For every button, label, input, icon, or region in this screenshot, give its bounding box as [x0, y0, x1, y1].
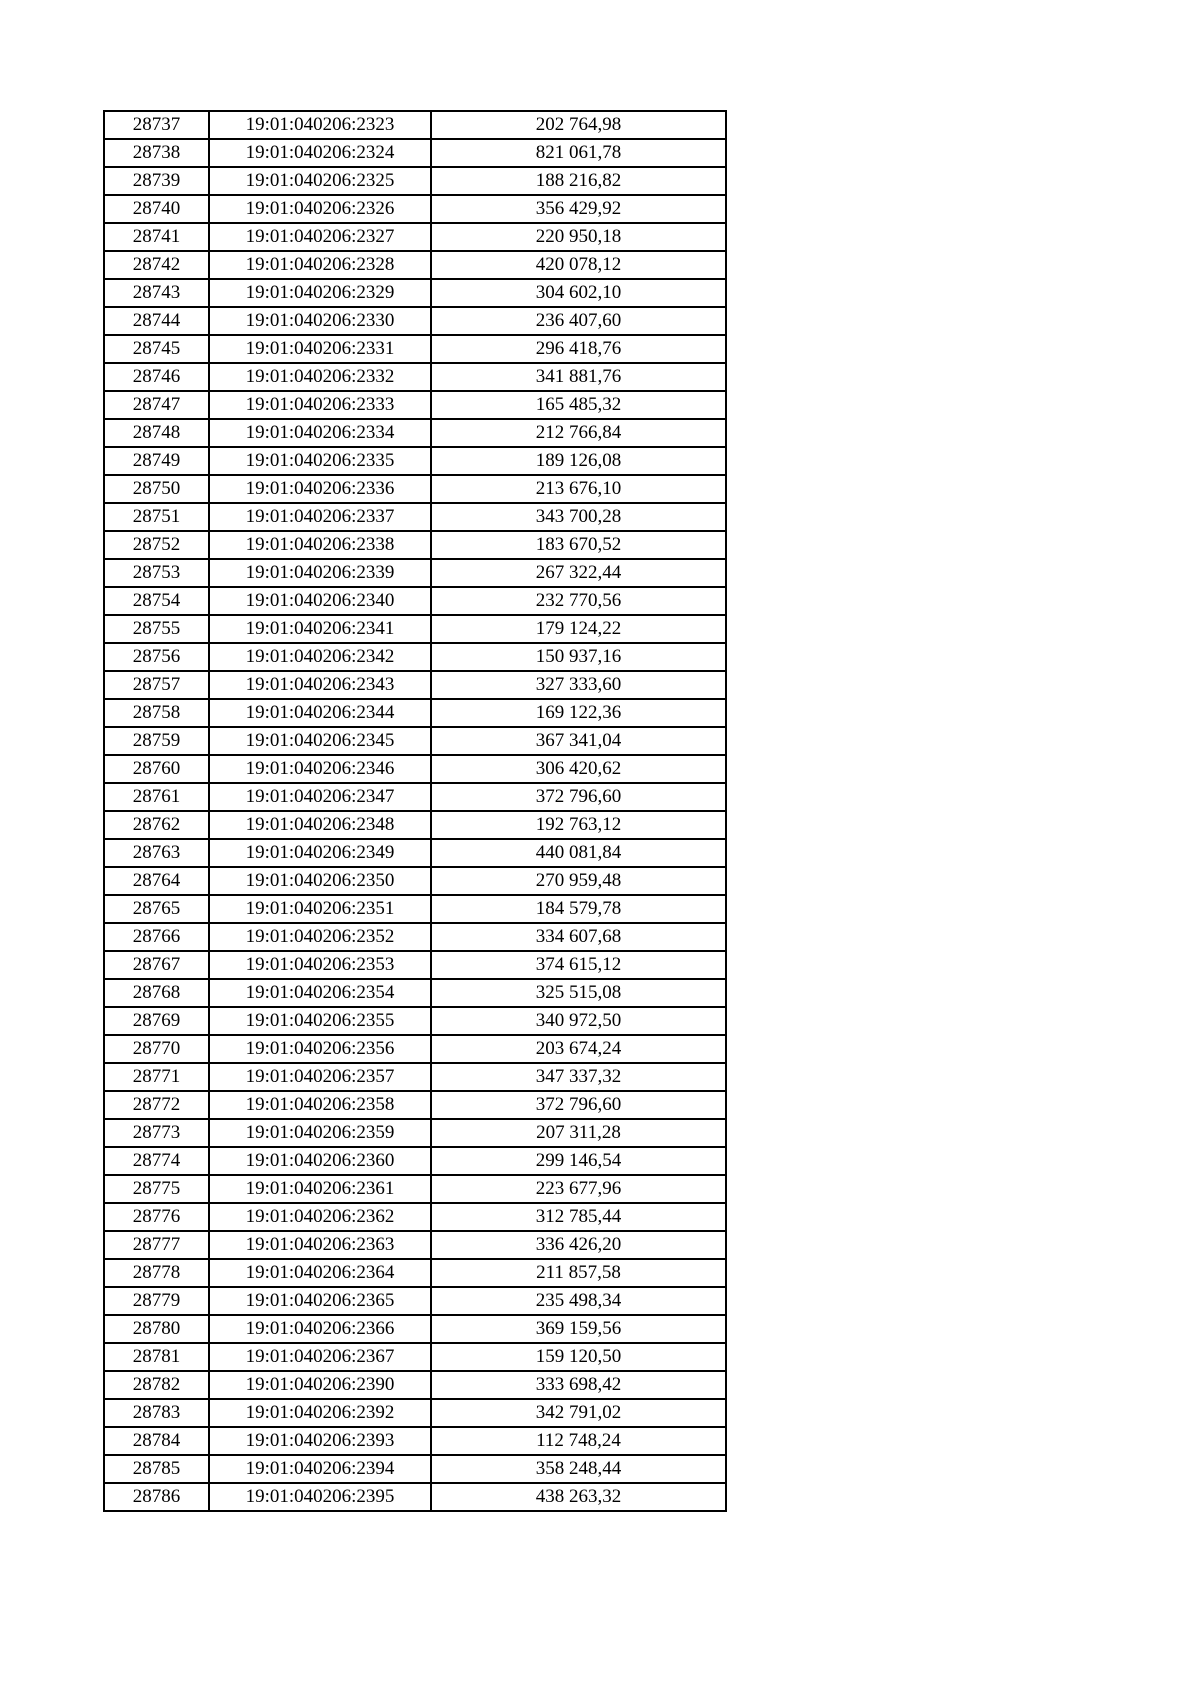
row-number-cell: 28764 — [104, 867, 209, 895]
row-number-cell: 28782 — [104, 1371, 209, 1399]
row-number-cell: 28785 — [104, 1455, 209, 1483]
cadastral-number-cell: 19:01:040206:2325 — [209, 167, 431, 195]
table-row — [104, 979, 726, 1007]
row-number-cell: 28753 — [104, 559, 209, 587]
value-cell: 212 766,84 — [431, 419, 726, 447]
row-number-cell: 28776 — [104, 1203, 209, 1231]
table-body — [104, 111, 726, 1511]
cadastral-number-cell: 19:01:040206:2363 — [209, 1231, 431, 1259]
cadastral-number-cell: 19:01:040206:2360 — [209, 1147, 431, 1175]
cadastral-number-cell: 19:01:040206:2353 — [209, 951, 431, 979]
cadastral-number-cell: 19:01:040206:2352 — [209, 923, 431, 951]
cadastral-number-cell: 19:01:040206:2335 — [209, 447, 431, 475]
table-row — [104, 923, 726, 951]
row-number-cell: 28781 — [104, 1343, 209, 1371]
cadastral-number-cell: 19:01:040206:2340 — [209, 587, 431, 615]
value-cell: 189 126,08 — [431, 447, 726, 475]
cadastral-value-table — [103, 110, 727, 1512]
table-row — [104, 867, 726, 895]
table-row — [104, 1483, 726, 1511]
row-number-cell: 28741 — [104, 223, 209, 251]
table-row — [104, 1063, 726, 1091]
cadastral-number-cell: 19:01:040206:2326 — [209, 195, 431, 223]
row-number-cell: 28743 — [104, 279, 209, 307]
cadastral-number-cell: 19:01:040206:2327 — [209, 223, 431, 251]
cadastral-number-cell: 19:01:040206:2333 — [209, 391, 431, 419]
table-row — [104, 783, 726, 811]
table-row — [104, 531, 726, 559]
table-row — [104, 1399, 726, 1427]
row-number-cell: 28761 — [104, 783, 209, 811]
cadastral-number-cell: 19:01:040206:2367 — [209, 1343, 431, 1371]
value-cell: 270 959,48 — [431, 867, 726, 895]
table-row — [104, 279, 726, 307]
table-row — [104, 755, 726, 783]
table-row — [104, 1119, 726, 1147]
cadastral-number-cell: 19:01:040206:2350 — [209, 867, 431, 895]
value-cell: 440 081,84 — [431, 839, 726, 867]
row-number-cell: 28738 — [104, 139, 209, 167]
row-number-cell: 28784 — [104, 1427, 209, 1455]
cadastral-number-cell: 19:01:040206:2394 — [209, 1455, 431, 1483]
cadastral-number-cell: 19:01:040206:2393 — [209, 1427, 431, 1455]
value-cell: 232 770,56 — [431, 587, 726, 615]
table-row — [104, 447, 726, 475]
cadastral-number-cell: 19:01:040206:2341 — [209, 615, 431, 643]
value-cell: 341 881,76 — [431, 363, 726, 391]
cadastral-number-cell: 19:01:040206:2337 — [209, 503, 431, 531]
value-cell: 207 311,28 — [431, 1119, 726, 1147]
value-cell: 183 670,52 — [431, 531, 726, 559]
row-number-cell: 28754 — [104, 587, 209, 615]
value-cell: 327 333,60 — [431, 671, 726, 699]
value-cell: 203 674,24 — [431, 1035, 726, 1063]
table-row — [104, 839, 726, 867]
row-number-cell: 28767 — [104, 951, 209, 979]
row-number-cell: 28783 — [104, 1399, 209, 1427]
cadastral-number-cell: 19:01:040206:2364 — [209, 1259, 431, 1287]
value-cell: 312 785,44 — [431, 1203, 726, 1231]
cadastral-number-cell: 19:01:040206:2349 — [209, 839, 431, 867]
row-number-cell: 28746 — [104, 363, 209, 391]
cadastral-number-cell: 19:01:040206:2344 — [209, 699, 431, 727]
table-row — [104, 1427, 726, 1455]
cadastral-number-cell: 19:01:040206:2395 — [209, 1483, 431, 1511]
value-cell: 336 426,20 — [431, 1231, 726, 1259]
cadastral-number-cell: 19:01:040206:2392 — [209, 1399, 431, 1427]
table-row — [104, 727, 726, 755]
row-number-cell: 28770 — [104, 1035, 209, 1063]
value-cell: 306 420,62 — [431, 755, 726, 783]
cadastral-number-cell: 19:01:040206:2356 — [209, 1035, 431, 1063]
cadastral-number-cell: 19:01:040206:2366 — [209, 1315, 431, 1343]
row-number-cell: 28756 — [104, 643, 209, 671]
row-number-cell: 28779 — [104, 1287, 209, 1315]
cadastral-number-cell: 19:01:040206:2359 — [209, 1119, 431, 1147]
row-number-cell: 28749 — [104, 447, 209, 475]
cadastral-number-cell: 19:01:040206:2324 — [209, 139, 431, 167]
value-cell: 179 124,22 — [431, 615, 726, 643]
table-row — [104, 1175, 726, 1203]
value-cell: 220 950,18 — [431, 223, 726, 251]
row-number-cell: 28773 — [104, 1119, 209, 1147]
value-cell: 347 337,32 — [431, 1063, 726, 1091]
table-row — [104, 1287, 726, 1315]
value-cell: 342 791,02 — [431, 1399, 726, 1427]
value-cell: 213 676,10 — [431, 475, 726, 503]
cadastral-number-cell: 19:01:040206:2365 — [209, 1287, 431, 1315]
row-number-cell: 28768 — [104, 979, 209, 1007]
value-cell: 369 159,56 — [431, 1315, 726, 1343]
value-cell: 340 972,50 — [431, 1007, 726, 1035]
table-row — [104, 1147, 726, 1175]
value-cell: 374 615,12 — [431, 951, 726, 979]
cadastral-number-cell: 19:01:040206:2339 — [209, 559, 431, 587]
row-number-cell: 28737 — [104, 111, 209, 139]
value-cell: 267 322,44 — [431, 559, 726, 587]
row-number-cell: 28760 — [104, 755, 209, 783]
value-cell: 438 263,32 — [431, 1483, 726, 1511]
value-cell: 202 764,98 — [431, 111, 726, 139]
row-number-cell: 28772 — [104, 1091, 209, 1119]
row-number-cell: 28765 — [104, 895, 209, 923]
value-cell: 821 061,78 — [431, 139, 726, 167]
value-cell: 304 602,10 — [431, 279, 726, 307]
value-cell: 159 120,50 — [431, 1343, 726, 1371]
value-cell: 235 498,34 — [431, 1287, 726, 1315]
value-cell: 223 677,96 — [431, 1175, 726, 1203]
table-row — [104, 699, 726, 727]
value-cell: 372 796,60 — [431, 783, 726, 811]
cadastral-number-cell: 19:01:040206:2345 — [209, 727, 431, 755]
table-row — [104, 195, 726, 223]
cadastral-number-cell: 19:01:040206:2336 — [209, 475, 431, 503]
cadastral-number-cell: 19:01:040206:2347 — [209, 783, 431, 811]
row-number-cell: 28777 — [104, 1231, 209, 1259]
cadastral-number-cell: 19:01:040206:2323 — [209, 111, 431, 139]
row-number-cell: 28747 — [104, 391, 209, 419]
table-row — [104, 503, 726, 531]
row-number-cell: 28748 — [104, 419, 209, 447]
cadastral-number-cell: 19:01:040206:2329 — [209, 279, 431, 307]
row-number-cell: 28745 — [104, 335, 209, 363]
table-row — [104, 1315, 726, 1343]
table-row — [104, 475, 726, 503]
row-number-cell: 28778 — [104, 1259, 209, 1287]
cadastral-number-cell: 19:01:040206:2354 — [209, 979, 431, 1007]
cadastral-number-cell: 19:01:040206:2334 — [209, 419, 431, 447]
table-row — [104, 1231, 726, 1259]
table-row — [104, 1035, 726, 1063]
row-number-cell: 28759 — [104, 727, 209, 755]
table-row — [104, 111, 726, 139]
cadastral-number-cell: 19:01:040206:2361 — [209, 1175, 431, 1203]
cadastral-number-cell: 19:01:040206:2346 — [209, 755, 431, 783]
value-cell: 169 122,36 — [431, 699, 726, 727]
row-number-cell: 28752 — [104, 531, 209, 559]
table-row — [104, 587, 726, 615]
table-row — [104, 1455, 726, 1483]
table-row — [104, 1007, 726, 1035]
cadastral-number-cell: 19:01:040206:2357 — [209, 1063, 431, 1091]
value-cell: 334 607,68 — [431, 923, 726, 951]
row-number-cell: 28769 — [104, 1007, 209, 1035]
value-cell: 343 700,28 — [431, 503, 726, 531]
value-cell: 358 248,44 — [431, 1455, 726, 1483]
row-number-cell: 28744 — [104, 307, 209, 335]
value-cell: 188 216,82 — [431, 167, 726, 195]
table-row — [104, 251, 726, 279]
cadastral-number-cell: 19:01:040206:2338 — [209, 531, 431, 559]
value-cell: 296 418,76 — [431, 335, 726, 363]
cadastral-number-cell: 19:01:040206:2390 — [209, 1371, 431, 1399]
row-number-cell: 28739 — [104, 167, 209, 195]
cadastral-number-cell: 19:01:040206:2331 — [209, 335, 431, 363]
cadastral-number-cell: 19:01:040206:2328 — [209, 251, 431, 279]
cadastral-number-cell: 19:01:040206:2343 — [209, 671, 431, 699]
value-cell: 325 515,08 — [431, 979, 726, 1007]
table-row — [104, 811, 726, 839]
table-row — [104, 335, 726, 363]
table-row — [104, 139, 726, 167]
cadastral-number-cell: 19:01:040206:2351 — [209, 895, 431, 923]
table-row — [104, 391, 726, 419]
table-row — [104, 167, 726, 195]
value-cell: 299 146,54 — [431, 1147, 726, 1175]
table-row — [104, 1371, 726, 1399]
value-cell: 192 763,12 — [431, 811, 726, 839]
row-number-cell: 28755 — [104, 615, 209, 643]
value-cell: 150 937,16 — [431, 643, 726, 671]
row-number-cell: 28774 — [104, 1147, 209, 1175]
cadastral-number-cell: 19:01:040206:2355 — [209, 1007, 431, 1035]
table-row — [104, 363, 726, 391]
table-row — [104, 419, 726, 447]
row-number-cell: 28762 — [104, 811, 209, 839]
row-number-cell: 28771 — [104, 1063, 209, 1091]
value-cell: 420 078,12 — [431, 251, 726, 279]
value-cell: 372 796,60 — [431, 1091, 726, 1119]
value-cell: 211 857,58 — [431, 1259, 726, 1287]
table-row — [104, 307, 726, 335]
table-row — [104, 559, 726, 587]
value-cell: 333 698,42 — [431, 1371, 726, 1399]
table-row — [104, 1091, 726, 1119]
table-row — [104, 615, 726, 643]
table-row — [104, 1203, 726, 1231]
value-cell: 356 429,92 — [431, 195, 726, 223]
row-number-cell: 28740 — [104, 195, 209, 223]
value-cell: 236 407,60 — [431, 307, 726, 335]
cadastral-number-cell: 19:01:040206:2358 — [209, 1091, 431, 1119]
value-cell: 112 748,24 — [431, 1427, 726, 1455]
table-row — [104, 223, 726, 251]
value-cell: 367 341,04 — [431, 727, 726, 755]
row-number-cell: 28751 — [104, 503, 209, 531]
cadastral-number-cell: 19:01:040206:2348 — [209, 811, 431, 839]
cadastral-number-cell: 19:01:040206:2332 — [209, 363, 431, 391]
row-number-cell: 28775 — [104, 1175, 209, 1203]
value-cell: 184 579,78 — [431, 895, 726, 923]
row-number-cell: 28780 — [104, 1315, 209, 1343]
row-number-cell: 28763 — [104, 839, 209, 867]
table-row — [104, 671, 726, 699]
table-row — [104, 1259, 726, 1287]
table-row — [104, 1343, 726, 1371]
row-number-cell: 28757 — [104, 671, 209, 699]
table-row — [104, 895, 726, 923]
row-number-cell: 28750 — [104, 475, 209, 503]
row-number-cell: 28758 — [104, 699, 209, 727]
row-number-cell: 28786 — [104, 1483, 209, 1511]
cadastral-number-cell: 19:01:040206:2362 — [209, 1203, 431, 1231]
cadastral-number-cell: 19:01:040206:2330 — [209, 307, 431, 335]
row-number-cell: 28766 — [104, 923, 209, 951]
table-row — [104, 951, 726, 979]
cadastral-number-cell: 19:01:040206:2342 — [209, 643, 431, 671]
table-row — [104, 643, 726, 671]
value-cell: 165 485,32 — [431, 391, 726, 419]
row-number-cell: 28742 — [104, 251, 209, 279]
